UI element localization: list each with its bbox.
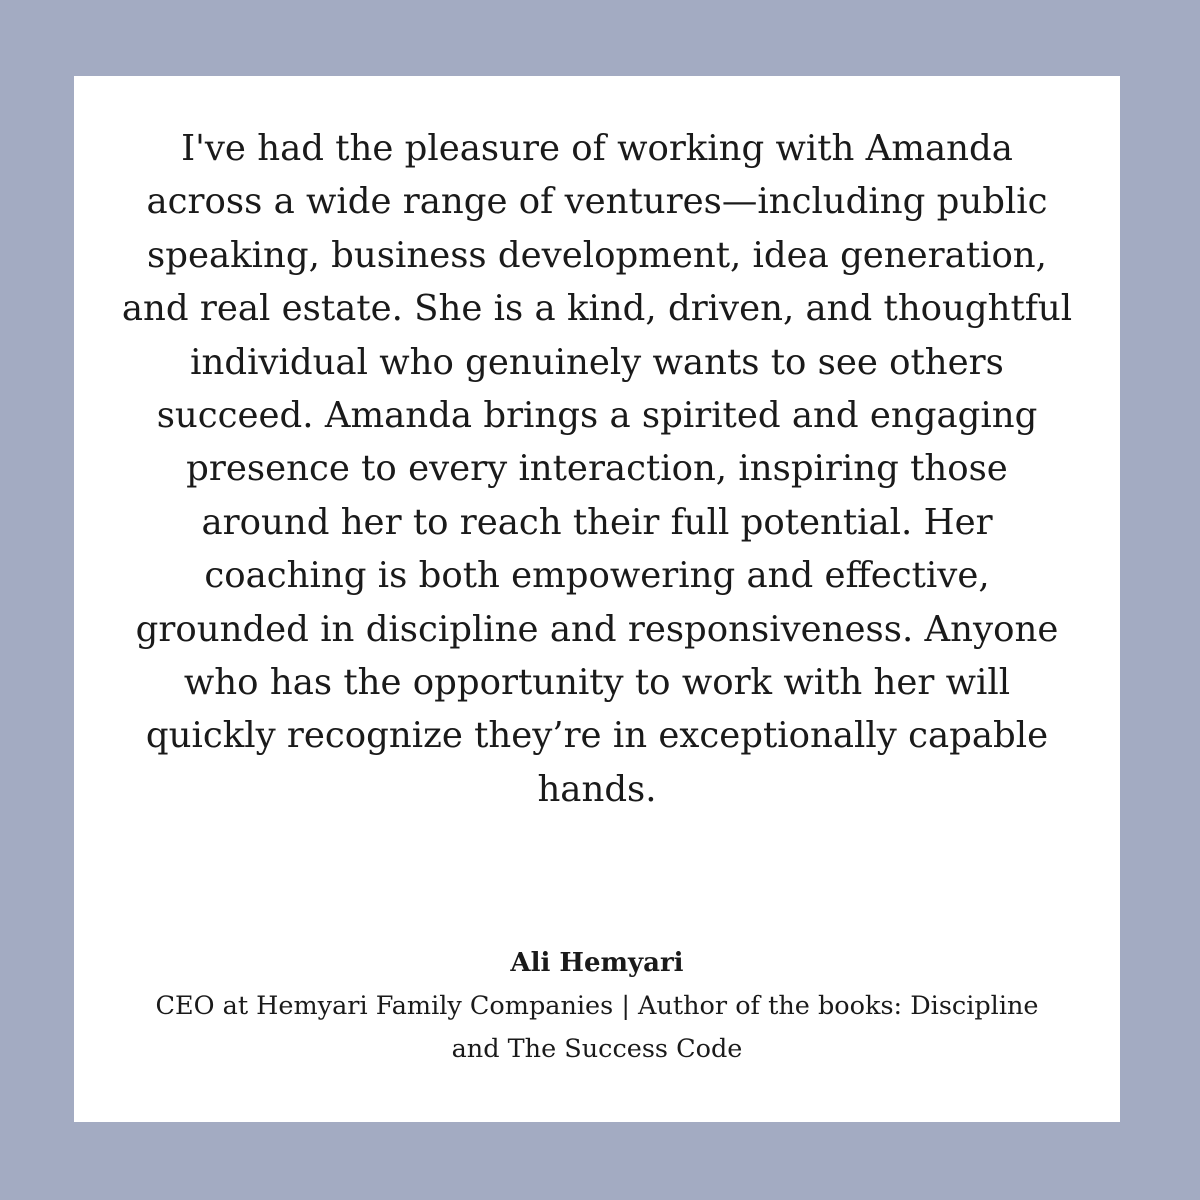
quote-line: individual who genuinely wants to see others [190,341,1004,383]
author-name: Ali Hemyari [510,948,684,978]
quote-line: across a wide range of ventures—including public [146,181,1048,223]
quote-line: coaching is both empowering and effective, [204,555,990,597]
quote-line: I've had the pleasure of working with Amanda [181,128,1013,169]
testimonial-card [74,76,1120,1122]
quote-line: grounded in discipline and responsiveness. Anyone [135,608,1059,650]
author-title-line: and The Success Code [451,1034,743,1064]
testimonial-quote [104,122,1090,816]
quote-line: succeed. Amanda brings a spirited and engaging [156,395,1038,437]
quote-line: speaking, business development, idea generation, [147,234,1047,276]
quote-line: around her to reach their full potential. Her [201,501,993,543]
quote-line: quickly recognize they’re in exceptionally capable [145,715,1049,757]
quote-line: hands. [537,768,657,810]
author-title-line: CEO at Hemyari Family Companies | Author of the books: Discipline [155,991,1039,1021]
quote-line: presence to every interaction, inspiring those [186,448,1008,490]
author-title [104,985,1090,1071]
quote-line: who has the opportunity to work with her will [183,662,1011,704]
quote-line: and real estate. She is a kind, driven, and thoughtful [121,288,1073,330]
